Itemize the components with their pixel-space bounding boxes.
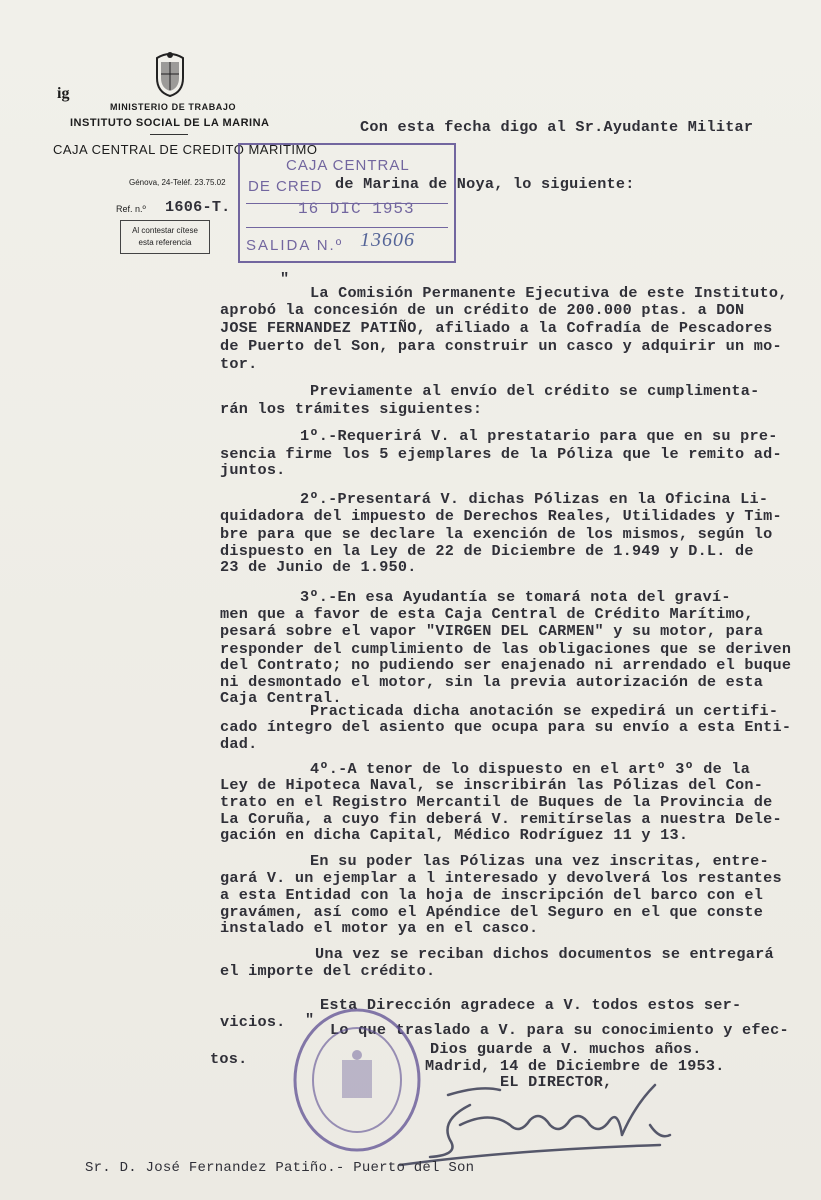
letter-line: gación en dicha Capital, Médico Rodríguez 11 y 13. — [220, 826, 689, 844]
reference-box-line1: Al contestar cítese — [132, 226, 198, 235]
letter-line: vicios. — [220, 1013, 286, 1031]
ref-label: Ref. n.º — [116, 204, 146, 214]
letter-line: Madrid, 14 de Diciembre de 1953. — [425, 1057, 725, 1075]
letter-line: Lo que traslado a V. para su conocimiento y efec- — [330, 1021, 789, 1039]
letter-line: rán los trámites siguientes: — [220, 400, 483, 418]
letter-line: JOSE FERNANDEZ PATIÑO, afiliado a la Cofradía de Pescadores — [220, 319, 773, 337]
letter-line: 2º.-Presentará V. dichas Pólizas en la Oficina Li- — [300, 490, 769, 508]
letter-line: La Coruña, a cuyo fin deberá V. remitírselas a nuestra Dele- — [220, 810, 782, 828]
institute-name: INSTITUTO SOCIAL DE LA MARINA — [70, 117, 270, 129]
letter-line: 3º.-En esa Ayudantía se tomará nota del graví- — [300, 588, 731, 606]
letter-line: responder del cumplimiento de las obligaciones que se deriven — [220, 640, 792, 658]
letter-line: 1º.-Requerirá V. al prestatario para que en su pre- — [300, 427, 778, 445]
letter-line: trato en el Registro Mercantil de Buques de la Provincia de — [220, 793, 773, 811]
letter-line: bre para que se declare la exención de los mismos, según lo — [220, 525, 773, 543]
letter-line: del Contrato; no pudiendo ser enajenado ni arrendado el buque — [220, 656, 792, 674]
addressee: Sr. D. José Fernandez Patiño.- Puerto del Son — [85, 1160, 475, 1176]
ministry-name: MINISTERIO DE TRABAJO — [110, 102, 237, 112]
letter-line: tor. — [220, 355, 258, 373]
ref-value: 1606-T. — [165, 198, 231, 216]
stamp-salida-number: 13606 — [360, 229, 415, 251]
reference-box-line2: esta referencia — [138, 238, 192, 247]
letter-line: aprobó la concesión de un crédito de 200.000 ptas. a DON — [220, 301, 745, 319]
letter-line: Caja Central. — [220, 689, 342, 707]
letter-line: dad. — [220, 735, 258, 753]
letter-line: Dios guarde a V. muchos años. — [430, 1040, 702, 1058]
stamp-line1: CAJA CENTRAL — [286, 157, 410, 174]
letter-line: juntos. — [220, 461, 286, 479]
letter-line: de Puerto del Son, para construir un casco y adquirir un mo- — [220, 337, 782, 355]
letter-line: " — [280, 270, 290, 288]
stamp-line2: DE CRED — [248, 178, 323, 195]
letter-line: cado íntegro del asiento que ocupa para su envío a esta Enti- — [220, 718, 792, 736]
letter-line: pesará sobre el vapor "VIRGEN DEL CARMEN" y su motor, para — [220, 622, 764, 640]
letter-line: Practicada dicha anotación se expedirá un certifi- — [310, 702, 779, 720]
letter-line: En su poder las Pólizas una vez inscritas, entre- — [310, 852, 769, 870]
letter-line: de Marina de Noya, lo siguiente: — [335, 175, 635, 193]
caja-name: CAJA CENTRAL DE CREDITO MARITIMO — [53, 142, 318, 157]
coat-of-arms-emblem — [151, 50, 189, 98]
letter-line: ni desmontado el motor, sin la previa autorización de esta — [220, 673, 764, 691]
letter-line: La Comisión Permanente Ejecutiva de este Instituto, — [310, 284, 788, 302]
letter-line: quidadora del impuesto de Derechos Reales, Utilidades y Tim- — [220, 507, 782, 525]
address: Génova, 24-Teléf. 23.75.02 — [129, 178, 226, 187]
letter-line: tos. — [210, 1050, 248, 1068]
letter-line: Ley de Hipoteca Naval, se inscribirán las Pólizas del Con- — [220, 776, 764, 794]
letter-line: sencia firme los 5 ejemplares de la Póliza que le remito ad- — [220, 445, 782, 463]
divider — [150, 134, 188, 135]
letter-line: instalado el motor ya en el casco. — [220, 919, 539, 937]
letter-line: 23 de Junio de 1.950. — [220, 558, 417, 576]
letter-line: EL DIRECTOR, — [500, 1073, 613, 1091]
letter-line: Con esta fecha digo al Sr.Ayudante Militar — [360, 118, 754, 136]
letter-line: Previamente al envío del crédito se cumplimenta- — [310, 382, 760, 400]
stamp-date: 16 DIC 1953 — [298, 200, 415, 218]
letter-line: men que a favor de esta Caja Central de Crédito Marítimo, — [220, 605, 754, 623]
letter-line: el importe del crédito. — [220, 962, 436, 980]
letter-line: gará V. un ejemplar a l interesado y devolverá los restantes — [220, 869, 782, 887]
letter-line: 4º.-A tenor de lo dispuesto en el artº 3º de la — [310, 760, 751, 778]
reference-box — [120, 220, 210, 254]
letter-line: Una vez se reciban dichos documentos se entregará — [315, 945, 774, 963]
letter-line: dispuesto en la Ley de 22 de Diciembre de 1.949 y D.L. de — [220, 542, 754, 560]
letter-line: " — [305, 1011, 315, 1029]
letter-line: Esta Dirección agradece a V. todos estos ser- — [320, 996, 742, 1014]
outgoing-stamp — [238, 143, 456, 263]
stamp-salida-label: SALIDA N.º — [246, 237, 344, 254]
letter-line: a esta Entidad con la hoja de inscripción del barco con el — [220, 886, 764, 904]
director-signature — [360, 1065, 680, 1175]
stamp-separator — [246, 227, 448, 228]
letter-line: gravámen, así como el Apéndice del Seguro en el que conste — [220, 903, 764, 921]
document-code: ig — [57, 85, 70, 102]
